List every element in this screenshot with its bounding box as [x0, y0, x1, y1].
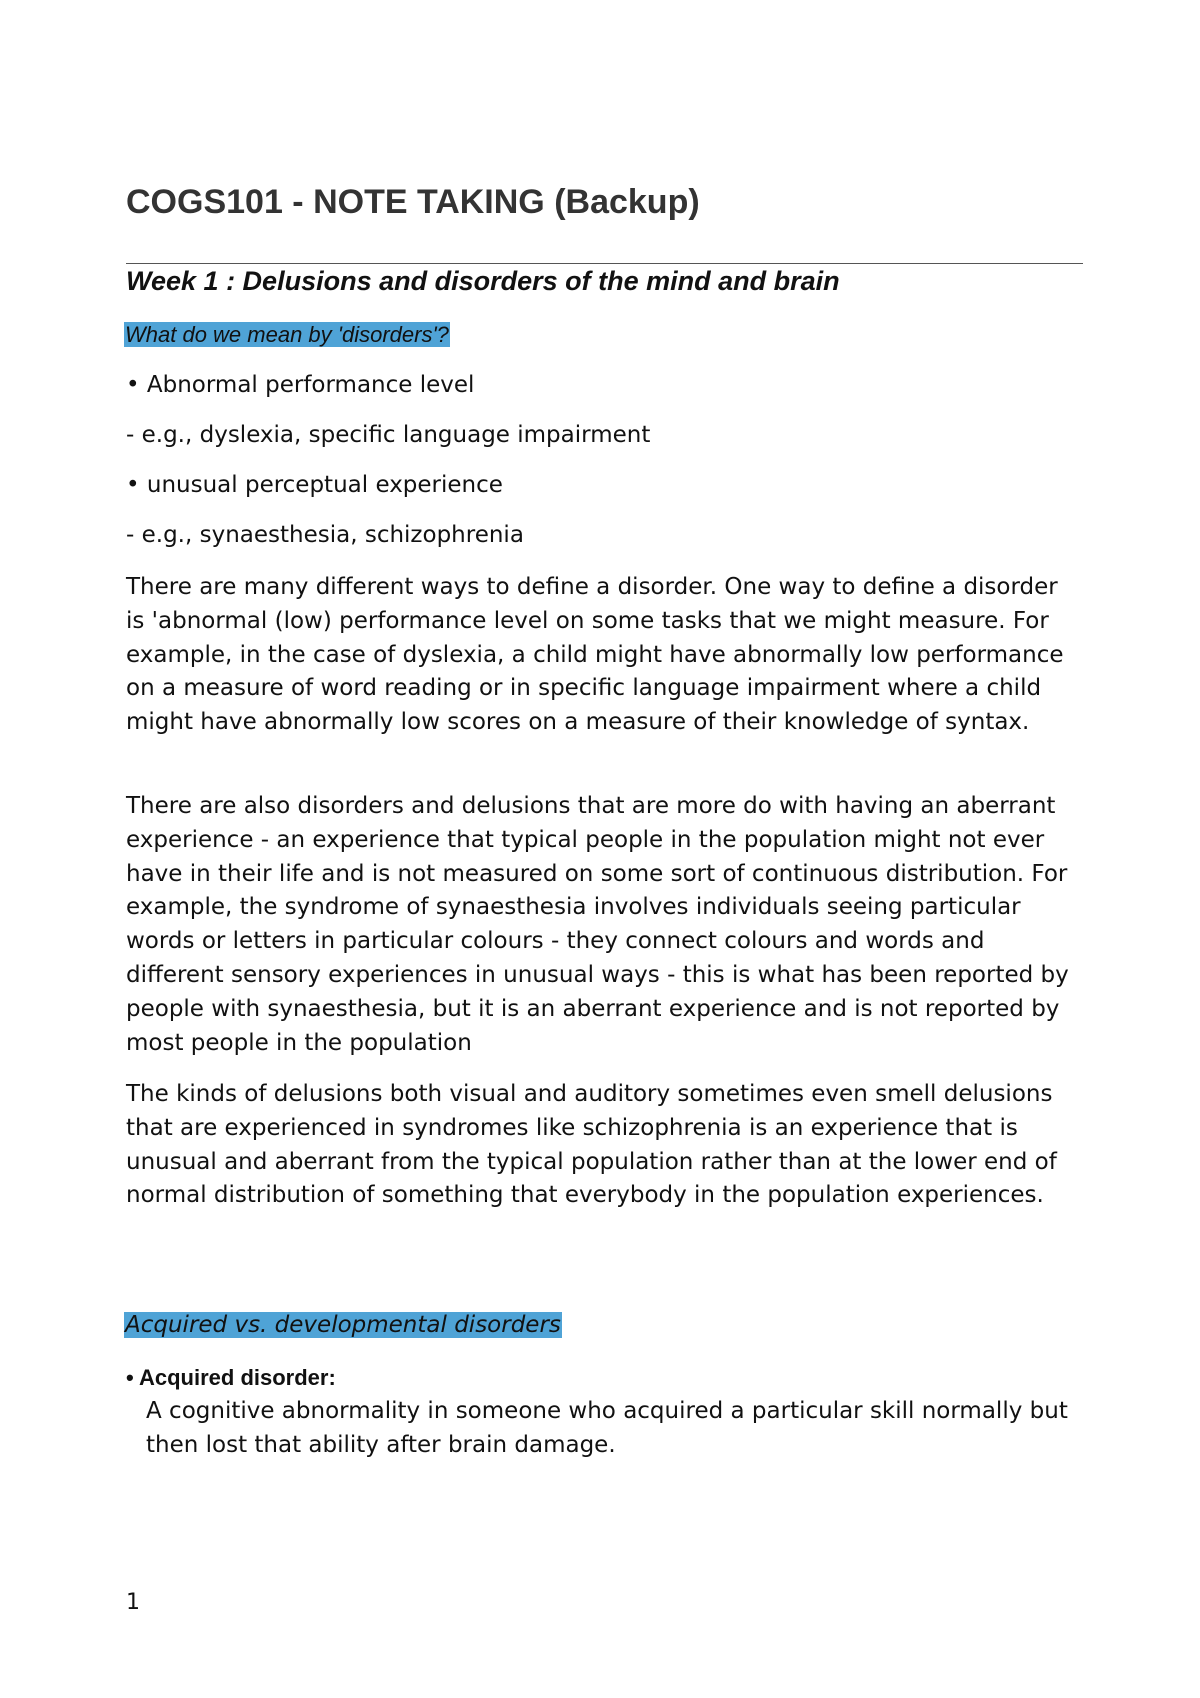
question-heading-text: What do we mean by 'disorders'?	[125, 322, 449, 347]
bullet-list	[126, 370, 650, 570]
definition-acquired-disorder: A cognitive abnormality in someone who acquired a particular skill normally but then lost that ability after brain damage.	[146, 1398, 1068, 1458]
list-item: • unusual perceptual experience	[126, 472, 503, 498]
question-heading	[124, 322, 450, 348]
section-heading-text: Acquired vs. developmental disorders	[125, 1312, 561, 1338]
week-heading: Week 1 : Delusions and disorders of the mind and brain	[126, 266, 840, 296]
title-divider	[126, 263, 1083, 264]
paragraph-definitions: There are many different ways to define a disorder. One way to define a disorder is 'abnormal (low) performance level on some tasks that we might measure. For example, in the case of dyslexia, a child might have abnormally low performance on a measure of word reading or in specific language impairment where a child might have abnormally low scores on a measure of their knowledge of syntax.	[126, 574, 1064, 736]
list-item: - e.g., dyslexia, specific language impairment	[126, 422, 651, 448]
list-item: - e.g., synaesthesia, schizophrenia	[126, 522, 524, 548]
paragraph-delusions: The kinds of delusions both visual and auditory sometimes even smell delusions that are experienced in syndromes like schizophrenia is an experience that is unusual and aberrant from the typical population rather than at the lower end of normal distribution of something that everybody in the population experiences.	[126, 1081, 1057, 1209]
paragraph-aberrant-experience: There are also disorders and delusions that are more do with having an aberrant experience - an experience that typical people in the population might not ever have in their life and is not measured on some sort of continuous distribution. For example, the syndrome of synaesthesia involves individuals seeing particular words or letters in particular colours - they connect colours and words and different sensory experiences in unusual ways - this is what has been reported by people with synaesthesia, but it is an aberrant experience and is not reported by most people in the population	[126, 793, 1069, 1056]
list-item: • Abnormal performance level	[126, 372, 475, 398]
term-acquired-disorder: • Acquired disorder:	[126, 1365, 336, 1390]
document-title: COGS101 - NOTE TAKING (Backup)	[126, 183, 700, 221]
section-heading	[124, 1312, 562, 1338]
page-number: 1	[126, 1590, 140, 1615]
